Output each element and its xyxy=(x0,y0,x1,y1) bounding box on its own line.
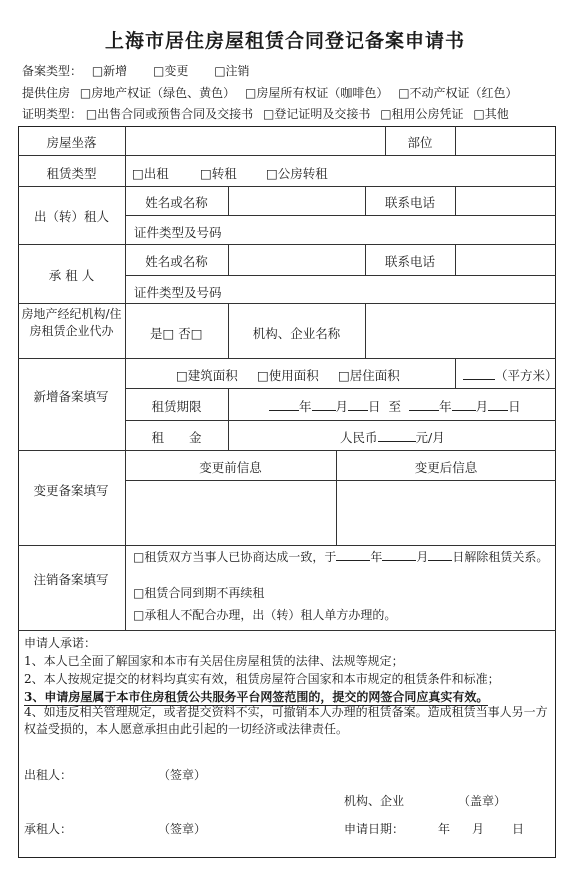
area-value-row xyxy=(463,366,558,384)
year-label-2: 年 xyxy=(439,399,452,414)
apply-year-label: 年 xyxy=(438,822,451,836)
rmb-label: 人民币 xyxy=(340,430,378,445)
lessee-id-label: 证件类型及号码 xyxy=(134,285,222,300)
end-year-blank[interactable] xyxy=(409,399,439,411)
lessee-sign-label: 承租人： xyxy=(24,822,73,836)
month-label: 月 xyxy=(335,399,349,414)
commitment-heading: 申请人承诺： xyxy=(24,636,97,650)
lessee-name-field[interactable] xyxy=(229,245,364,274)
agency-org-label: 机构、企业名称 xyxy=(252,326,341,341)
start-day-blank[interactable] xyxy=(348,399,368,411)
provide-label: 提供住房 xyxy=(22,86,71,100)
lease-type-label: 租赁类型 xyxy=(46,166,97,181)
checkbox-usable-area[interactable]: □使用面积 xyxy=(257,368,319,383)
change-before-label: 变更前信息 xyxy=(199,460,262,475)
lessee-phone-field[interactable] xyxy=(456,245,555,274)
period-row xyxy=(269,397,521,415)
proof-row xyxy=(22,105,515,122)
checkbox-building-area[interactable]: □建筑面积 xyxy=(176,368,238,383)
cancel-line1d: 日解除租赁关系。 xyxy=(452,550,549,564)
checkbox-change[interactable]: □变更 xyxy=(153,64,189,78)
commitment-item-3: 3、申请房屋属于本市住房租赁公共服务平台网签范围的，提交的网签合同应真实有效。 xyxy=(24,690,489,704)
change-record-label: 变更备案填写 xyxy=(33,483,109,498)
commitment-item-2: 2、本人按规定提交的材料均真实有效，租赁房屋符合国家和本市规定的租赁条件和标准； xyxy=(24,672,500,686)
provide-row xyxy=(22,84,524,101)
cancel-year-blank[interactable] xyxy=(336,549,370,561)
new-record-label: 新增备案填写 xyxy=(33,389,109,404)
house-location-field[interactable] xyxy=(126,127,384,155)
org-label: 机构、企业 xyxy=(344,794,405,808)
rent-label: 租 金 xyxy=(151,430,202,445)
checkbox-sublease[interactable]: □转租 xyxy=(200,166,237,181)
checkbox-ownership-brown[interactable]: □房屋所有权证（咖啡色） xyxy=(245,86,389,100)
period-label: 租赁期限 xyxy=(151,399,202,414)
house-location-label: 房屋坐落 xyxy=(46,135,97,150)
end-month-blank[interactable] xyxy=(452,399,476,411)
checkbox-realty-red[interactable]: □不动产权证（红色） xyxy=(398,86,518,100)
lessor-phone-field[interactable] xyxy=(456,187,555,215)
proof-label: 证明类型： xyxy=(22,107,83,121)
lessor-sign-note[interactable]: （签章） xyxy=(158,768,207,782)
cancel-option-unilateral[interactable]: □承租人不配合办理，出（转）租人单方办理的。 xyxy=(133,608,397,622)
lessee-id-field[interactable] xyxy=(240,277,554,302)
cancel-option-expired[interactable]: □租赁合同到期不再续租 xyxy=(133,586,265,600)
year-label: 年 xyxy=(299,399,312,414)
lessee-sign-note[interactable]: （签章） xyxy=(158,822,207,836)
rent-row xyxy=(340,428,445,446)
checkbox-living-area[interactable]: □居住面积 xyxy=(338,368,400,383)
position-field[interactable] xyxy=(456,127,555,155)
to-label: 至 xyxy=(388,399,402,414)
apply-date-label: 申请日期： xyxy=(344,822,405,836)
day-label: 日 xyxy=(368,399,381,414)
cancel-line1a: □租赁双方当事人已协商达成一致，于 xyxy=(133,550,337,564)
checkbox-registration-proof[interactable]: □登记证明及交接书 xyxy=(263,107,371,121)
agency-org-field[interactable] xyxy=(366,304,554,357)
record-type-label: 备案类型： xyxy=(22,64,83,78)
checkbox-deed-green-yellow[interactable]: □房地产权证（绿色、黄色） xyxy=(79,86,236,100)
per-month-label: 元/月 xyxy=(415,430,445,445)
area-unit: （平方米） xyxy=(495,368,558,383)
lessor-name-field[interactable] xyxy=(229,187,364,215)
day-label-2: 日 xyxy=(508,399,521,414)
org-seal-note[interactable]: （盖章） xyxy=(458,794,507,808)
commitment-item-1: 1、本人已全面了解国家和本市有关居住房屋租赁的法律、法规等规定； xyxy=(24,654,404,668)
record-type-row xyxy=(22,62,256,79)
agency-yes-no[interactable]: 是□ 否□ xyxy=(150,326,203,341)
checkbox-public-sublease[interactable]: □公房转租 xyxy=(266,166,328,181)
cancel-month-label: 月 xyxy=(416,550,429,564)
cancel-record-label: 注销备案填写 xyxy=(33,572,109,587)
cancel-month-blank[interactable] xyxy=(382,549,416,561)
lessor-name-label: 姓名或名称 xyxy=(145,195,208,210)
lessee-phone-label: 联系电话 xyxy=(384,254,435,269)
checkbox-cancel[interactable]: □注销 xyxy=(214,64,250,78)
area-blank[interactable] xyxy=(463,368,495,380)
lessor-phone-label: 联系电话 xyxy=(384,195,435,210)
commitment-item-4: 4、如违反相关管理规定，或者提交资料不实，可撤销本人办理的租赁备案。造成租赁当事人另一方权益受损的，本人愿意承担由此引起的一切经济或法律责任。 xyxy=(24,705,548,736)
start-month-blank[interactable] xyxy=(312,399,336,411)
change-before-field[interactable] xyxy=(126,481,335,544)
checkbox-lease[interactable]: □出租 xyxy=(132,166,169,181)
rent-blank[interactable] xyxy=(378,430,416,442)
change-after-label: 变更后信息 xyxy=(414,460,478,475)
checkbox-new[interactable]: □新增 xyxy=(91,64,128,78)
lessor-label: 出（转）租人 xyxy=(33,209,109,224)
page-title: 上海市居住房屋租赁合同登记备案申请书 xyxy=(104,30,465,52)
cancel-option-agreed[interactable] xyxy=(133,548,548,565)
change-after-field[interactable] xyxy=(337,481,554,544)
end-day-blank[interactable] xyxy=(488,399,508,411)
lessor-sign-label: 出租人： xyxy=(24,768,73,782)
checkbox-other[interactable]: □其他 xyxy=(473,107,509,121)
month-label-2: 月 xyxy=(475,399,489,414)
position-label: 部位 xyxy=(407,135,433,150)
agency-label: 房地产经纪机构/住房租赁企业代办 xyxy=(21,307,122,338)
apply-day-label: 日 xyxy=(512,822,525,836)
apply-month-label: 月 xyxy=(472,822,485,836)
cancel-year-label: 年 xyxy=(370,550,383,564)
cancel-day-blank[interactable] xyxy=(428,549,452,561)
lessor-id-field[interactable] xyxy=(240,217,554,243)
start-year-blank[interactable] xyxy=(269,399,299,411)
checkbox-sale-contract[interactable]: □出售合同或预售合同及交接书 xyxy=(85,107,254,121)
lessee-label: 承 租 人 xyxy=(48,268,95,283)
lessor-id-label: 证件类型及号码 xyxy=(134,225,222,240)
lessee-name-label: 姓名或名称 xyxy=(145,254,208,269)
checkbox-public-housing[interactable]: □租用公房凭证 xyxy=(380,107,464,121)
